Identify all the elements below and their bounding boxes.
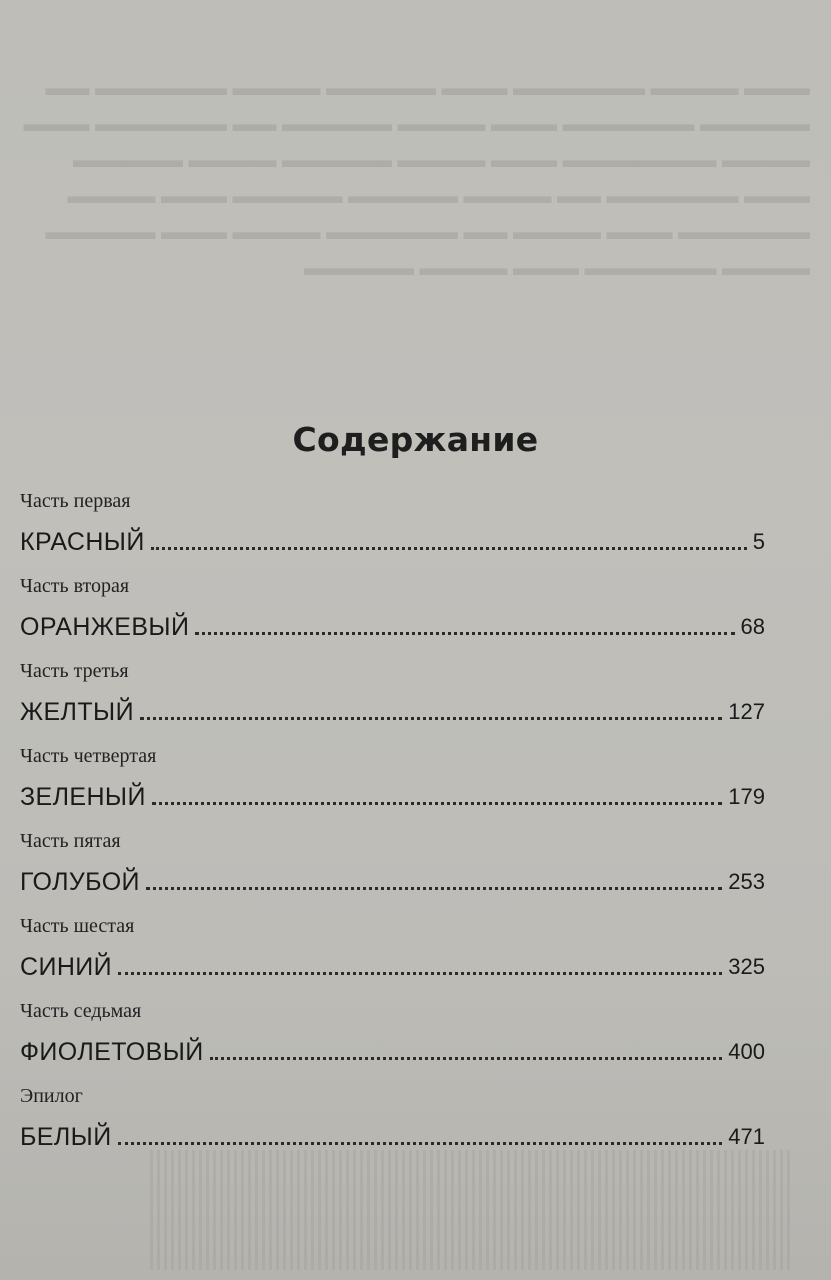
toc-entry[interactable] xyxy=(20,571,765,656)
chapter-title: ЗЕЛЕНЫЙ xyxy=(20,783,146,811)
chapter-title: БЕЛЫЙ xyxy=(20,1123,112,1151)
toc-entry[interactable] xyxy=(20,1081,765,1166)
toc-entry[interactable] xyxy=(20,911,765,996)
toc-line xyxy=(20,524,765,556)
dot-leader xyxy=(118,972,722,975)
part-label: Часть третья xyxy=(20,660,129,682)
toc-entry[interactable] xyxy=(20,656,765,741)
bleed-through-text: ▬▬▬ ▬▬▬▬ ▬▬▬▬▬▬ ▬▬▬ ▬▬▬▬▬ ▬▬▬▬ ▬▬▬▬▬▬ ▬▬ ▬▬▬▬▬ ▬▬▬▬▬▬ ▬▬▬ ▬▬▬▬ ▬▬▬▬▬ ▬▬ ▬▬▬▬▬▬ ▬▬▬ ▬▬▬▬ ▬▬▬▬▬▬▬ ▬▬▬ ▬▬▬▬ ▬▬▬▬▬ ▬▬▬▬ ▬▬▬▬▬ ▬▬▬ ▬▬▬▬▬▬ ▬▬ ▬▬▬▬ ▬▬▬▬▬ ▬▬▬▬▬ ▬▬▬ ▬▬▬▬ ▬▬▬▬▬▬ ▬▬▬ ▬▬▬▬ ▬▬ ▬▬▬▬▬▬ ▬▬▬▬ ▬▬▬ ▬▬▬▬▬ ▬▬▬▬ ▬▬▬▬▬▬ ▬▬▬ ▬▬▬▬ ▬▬▬▬▬ xyxy=(23,75,810,280)
toc-entry[interactable] xyxy=(20,826,765,911)
toc-line xyxy=(20,1034,765,1066)
toc-line xyxy=(20,1119,765,1151)
page-number: 253 xyxy=(728,869,765,894)
chapter-title: ГОЛУБОЙ xyxy=(20,868,140,896)
dot-leader xyxy=(118,1142,723,1145)
page-number: 471 xyxy=(728,1124,765,1149)
toc-entry[interactable] xyxy=(20,486,765,571)
part-label: Часть четвертая xyxy=(20,745,157,767)
chapter-title: СИНИЙ xyxy=(20,953,113,981)
dot-leader xyxy=(152,802,722,805)
part-label: Часть шестая xyxy=(20,915,135,937)
chapter-title: КРАСНЫЙ xyxy=(20,528,145,556)
page-number: 400 xyxy=(728,1039,765,1064)
toc-line xyxy=(20,694,765,726)
dot-leader xyxy=(151,547,747,550)
part-label: Часть первая xyxy=(20,490,131,512)
toc-entry[interactable] xyxy=(20,996,765,1081)
dot-leader xyxy=(140,717,722,720)
toc-line xyxy=(20,609,765,641)
part-label: Часть седьмая xyxy=(20,1000,142,1022)
page-number: 179 xyxy=(728,784,765,809)
table-of-contents xyxy=(20,486,765,1166)
page-number: 68 xyxy=(740,614,765,639)
page-number: 127 xyxy=(728,699,765,724)
toc-heading: Содержание xyxy=(292,420,539,459)
page-number: 325 xyxy=(728,954,765,979)
toc-line xyxy=(20,864,765,896)
page-number: 5 xyxy=(752,529,765,554)
chapter-title: ОРАНЖЕВЫЙ xyxy=(20,613,190,641)
chapter-title: ФИОЛЕТОВЫЙ xyxy=(20,1038,204,1066)
dot-leader xyxy=(195,632,734,635)
bleed-through-barcode xyxy=(150,1150,790,1270)
toc-line xyxy=(20,779,765,811)
part-label: Часть вторая xyxy=(20,575,130,597)
part-label: Эпилог xyxy=(20,1085,83,1107)
dot-leader xyxy=(210,1057,723,1060)
dot-leader xyxy=(146,887,722,890)
toc-line xyxy=(20,949,765,981)
toc-entry[interactable] xyxy=(20,741,765,826)
chapter-title: ЖЕЛТЫЙ xyxy=(20,698,134,726)
part-label: Часть пятая xyxy=(20,830,121,852)
